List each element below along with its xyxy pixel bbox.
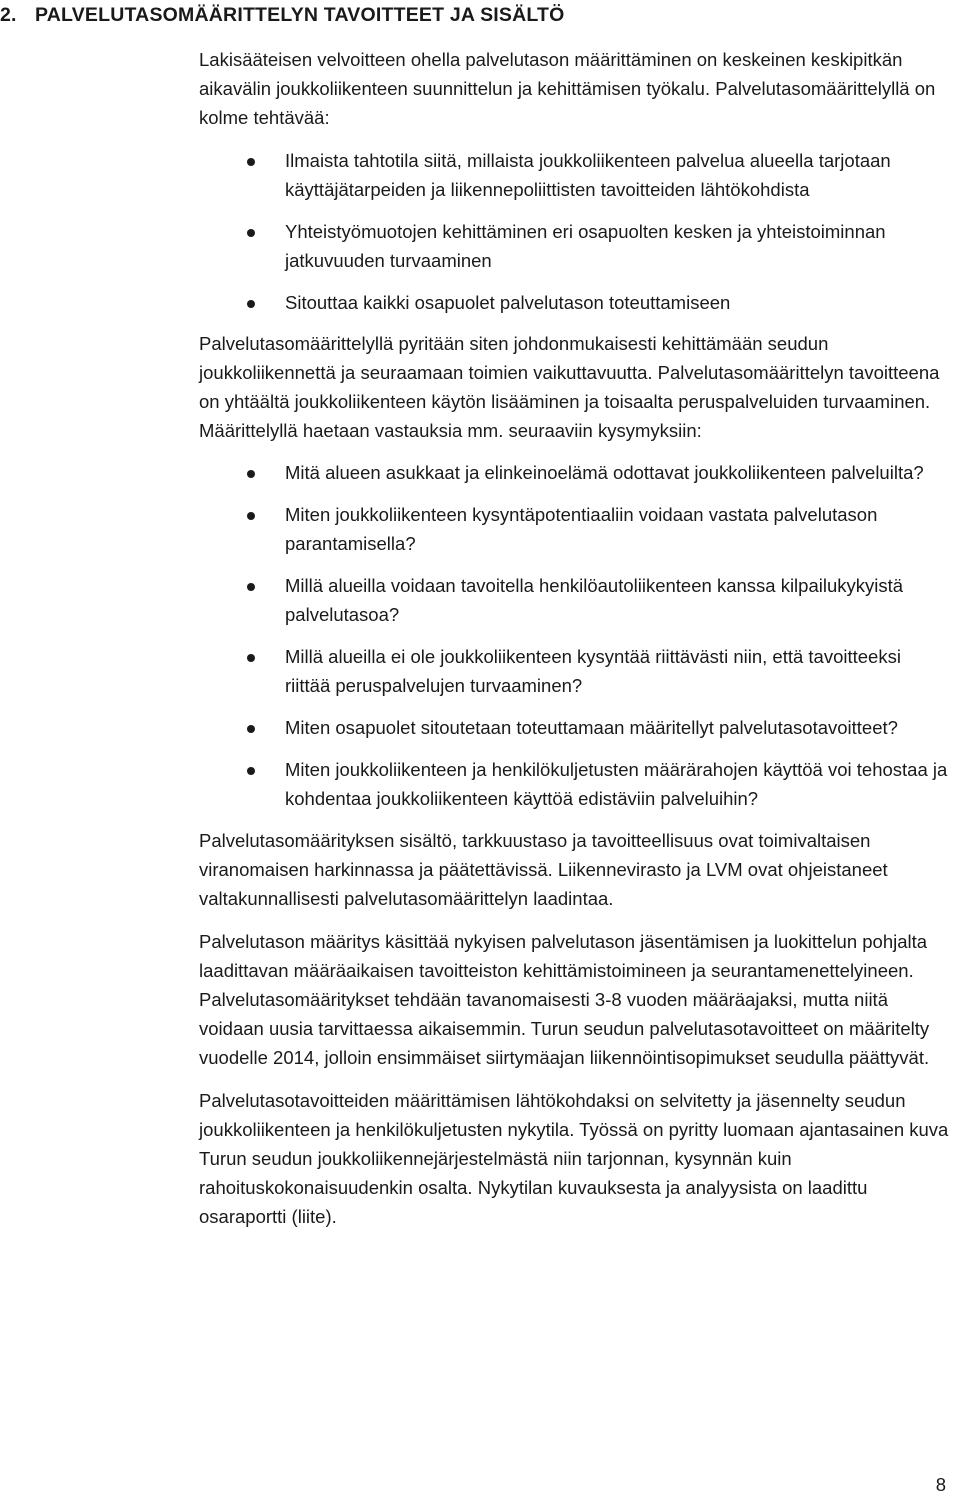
bullet-icon: [247, 512, 255, 520]
bullet-icon: [247, 158, 255, 166]
bullet-icon: [247, 583, 255, 591]
list-item-text: Sitouttaa kaikki osapuolet palvelutason toteuttamiseen: [285, 292, 731, 313]
section-number: 2.: [0, 4, 17, 26]
list-item: [197, 288, 951, 317]
list-item: [197, 500, 951, 558]
list-item-text: Miten joukkoliikenteen ja henkilökuljetusten määrärahojen käyttöä voi tehostaa ja kohdentaa joukkoliikenteen käyttöä edistäviin palveluihin?: [285, 759, 948, 809]
list-item-text: Mitä alueen asukkaat ja elinkeinoelämä odottavat joukkoliikenteen palveluilta?: [285, 462, 924, 483]
list-item: [197, 755, 951, 813]
questions-list: [199, 458, 951, 813]
page-number: 8: [935, 1474, 946, 1495]
list-item-text: Yhteistyömuotojen kehittäminen eri osapuolten kesken ja yhteistoiminnan jatkuvuuden turvaaminen: [285, 221, 886, 271]
list-item: [197, 217, 951, 275]
content-paragraph: Palvelutasomäärityksen sisältö, tarkkuustaso ja tavoitteellisuus ovat toimivaltaisen viranomaisen harkinnassa ja päätettävissä. Liikennevirasto ja LVM ovat ohjeistaneet valtakunnallisesti palvelutasomäärittelyn laadintaa.: [199, 830, 888, 909]
list-item-text: Miten joukkoliikenteen kysyntäpotentiaaliin voidaan vastata palvelutason parantamisella?: [285, 504, 878, 554]
list-item-text: Ilmaista tahtotila siitä, millaista joukkoliikenteen palvelua alueella tarjotaan käyttäjätarpeiden ja liikennepoliittisten tavoitteiden lähtökohdista: [285, 150, 891, 200]
list-item: [197, 713, 951, 742]
document-body: [199, 45, 951, 1231]
bullet-icon: [247, 725, 255, 733]
list-item: [197, 571, 951, 629]
bullet-icon: [247, 470, 255, 478]
section-heading: [0, 2, 960, 28]
list-item: [197, 642, 951, 700]
list-item-text: Millä alueilla ei ole joukkoliikenteen kysyntää riittävästi niin, että tavoitteeksi riittää peruspalvelujen turvaaminen?: [285, 646, 901, 696]
bullet-icon: [247, 654, 255, 662]
intro-paragraph: Lakisääteisen velvoitteen ohella palvelutason määrittäminen on keskeinen keskipitkän aikavälin joukkoliikenteen suunnittelun ja kehittämisen työkalu. Palvelutasomäärittelyllä on kolme tehtävää:: [199, 49, 936, 128]
list-item: [197, 458, 951, 487]
bullet-icon: [247, 767, 255, 775]
period-paragraph: Palvelutason määritys käsittää nykyisen palvelutason jäsentämisen ja luokittelun pohjalta laadittavan määräaikaisen tavoitteiston kehittämistoimineen ja seurantamenettelyineen. Palvelutasomääritykset tehdään tavanomaisesti 3-8 vuoden määräajaksi, mutta niitä voidaan uusia tarvittaessa aikaisemmin. Turun seudun palvelutasotavoitteet on määritelty vuodelle 2014, jolloin ensimmäiset siirtymäajan liikennöintisopimukset seudulla päättyvät.: [199, 931, 930, 1068]
goals-paragraph: Palvelutasomäärittelyllä pyritään siten johdonmukaisesti kehittämään seudun joukkoliikennettä ja seuraamaan toimien vaikuttavuutta. Palvelutasomäärittelyn tavoitteena on yhtäältä joukkoliikenteen käytön lisääminen ja toisaalta peruspalveluiden turvaaminen. Määrittelyllä haetaan vastauksia mm. seuraaviin kysymyksiin:: [199, 333, 940, 441]
bullet-icon: [247, 300, 255, 308]
list-item: [197, 146, 951, 204]
section-title: PALVELUTASOMÄÄRITTELYN TAVOITTEET JA SISÄLTÖ: [35, 4, 565, 26]
bullet-icon: [247, 229, 255, 237]
list-item-text: Miten osapuolet sitoutetaan toteuttamaan määritellyt palvelutasotavoitteet?: [285, 717, 898, 738]
basis-paragraph: Palvelutasotavoitteiden määrittämisen lähtökohdaksi on selvitetty ja jäsennelty seudun joukkoliikenteen ja henkilökuljetusten nykytila. Työssä on pyritty luomaan ajantasainen kuva Turun seudun joukkoliikennejärjestelmästä niin tarjonnan, kysynnän kuin rahoituskokonaisuudenkin osalta. Nykytilan kuvauksesta ja analyysista on laadittu osaraportti (liite).: [199, 1090, 949, 1227]
tasks-list: [199, 146, 951, 317]
list-item-text: Millä alueilla voidaan tavoitella henkilöautoliikenteen kanssa kilpailukykyistä palvelutasoa?: [285, 575, 904, 625]
